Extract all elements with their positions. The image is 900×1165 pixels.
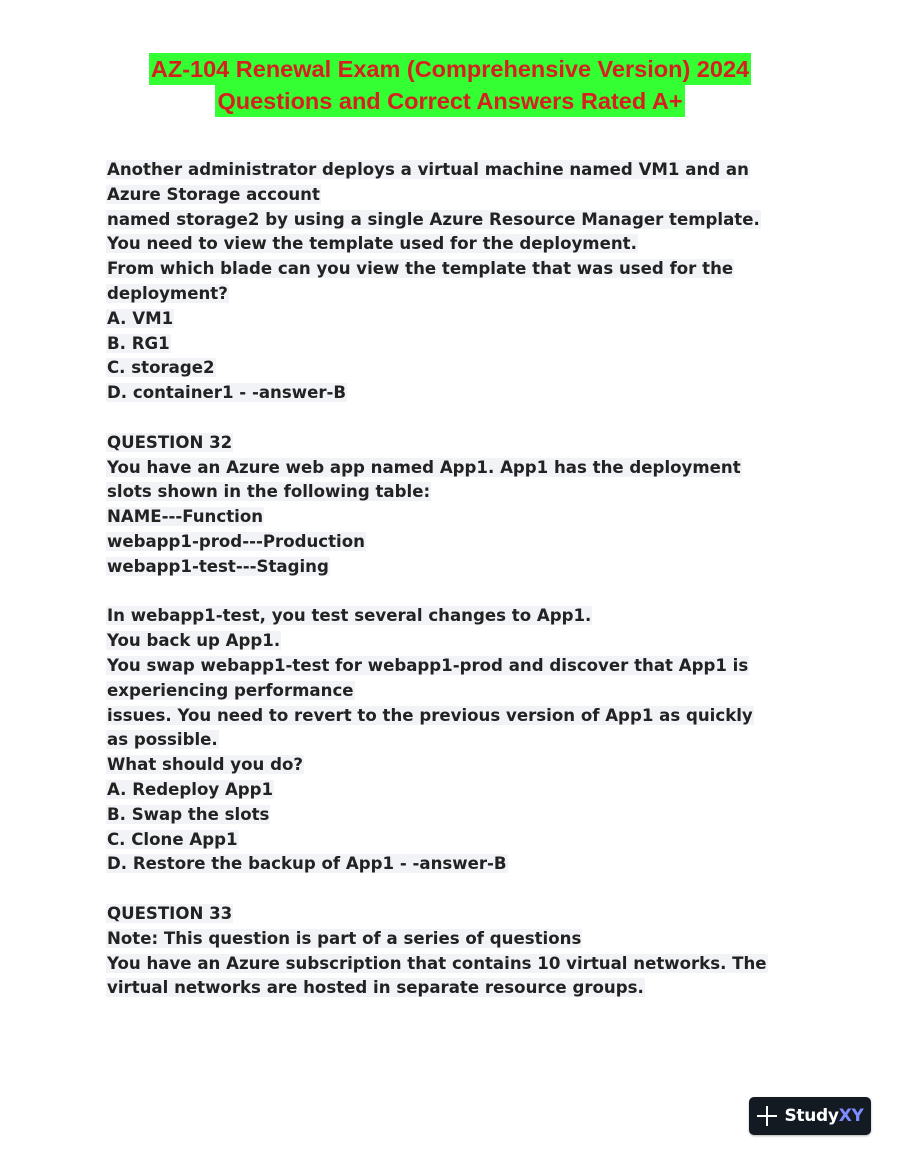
text-line: [106, 629, 796, 654]
brand-prefix: Study: [784, 1106, 839, 1126]
text-line-content: D. container1 - -answer-B: [107, 383, 347, 403]
text-line: [106, 480, 796, 505]
text-line-content: You need to view the template used for the deployment.: [107, 234, 637, 254]
text-line: [106, 927, 796, 952]
text-line-content: What should you do?: [107, 755, 303, 775]
text-line-content: C. storage2: [107, 358, 215, 378]
text-line-content: From which blade can you view the template that was used for the: [107, 259, 734, 279]
text-line: [106, 728, 796, 753]
text-line: [106, 456, 796, 481]
text-line-content: deployment?: [107, 283, 228, 303]
blank-line: [106, 580, 796, 605]
text-line: [106, 852, 796, 877]
text-line-content: A. VM1: [107, 308, 174, 328]
text-line-content: experiencing performance: [107, 680, 354, 700]
text-line: [106, 803, 796, 828]
text-line: [106, 902, 796, 927]
text-line: [106, 828, 796, 853]
text-line: [106, 654, 796, 679]
text-line: [106, 356, 796, 381]
text-line-content: slots shown in the following table:: [107, 482, 431, 502]
text-line-content: Azure Storage account: [107, 184, 320, 204]
text-line: [106, 778, 796, 803]
text-line: [106, 208, 796, 233]
blank-line: [106, 877, 796, 902]
text-line-content: webapp1-prod---Production: [107, 531, 365, 551]
text-line-content: D. Restore the backup of App1 - -answer-B: [107, 854, 507, 874]
text-line-content: as possible.: [107, 730, 218, 750]
text-line: [106, 183, 796, 208]
text-line: [106, 381, 796, 406]
document-title: [0, 53, 900, 117]
text-line: [106, 976, 796, 1001]
text-line: [106, 257, 796, 282]
text-line: [106, 282, 796, 307]
title-line-2: Questions and Correct Answers Rated A+: [215, 85, 684, 117]
text-line-content: Another administrator deploys a virtual machine named VM1 and an: [107, 160, 749, 179]
blank-line: [106, 406, 796, 431]
text-line-content: B. RG1: [107, 333, 170, 353]
text-line: [106, 307, 796, 332]
text-line-content: You have an Azure web app named App1. App1 has the deployment: [107, 457, 741, 477]
text-line-content: A. Redeploy App1: [107, 779, 274, 799]
text-line-content: QUESTION 33: [107, 903, 233, 923]
title-line-1: AZ-104 Renewal Exam (Comprehensive Version) 2024: [149, 53, 751, 85]
text-line: [106, 952, 796, 977]
text-line-content: issues. You need to revert to the previous version of App1 as quickly: [107, 705, 753, 725]
text-line-content: virtual networks are hosted in separate resource groups.: [107, 978, 644, 998]
text-line: [106, 753, 796, 778]
text-line-content: webapp1-test---Staging: [107, 556, 329, 576]
text-line: [106, 505, 796, 530]
text-line-content: Note: This question is part of a series of questions: [107, 928, 582, 948]
document-body: [106, 158, 796, 1001]
text-line: [106, 679, 796, 704]
text-line-content: named storage2 by using a single Azure Resource Manager template.: [107, 209, 760, 229]
text-line-content: C. Clone App1: [107, 829, 238, 849]
brand-name: [784, 1106, 863, 1126]
studyxy-badge[interactable]: [749, 1097, 871, 1135]
plus-icon: [756, 1105, 778, 1127]
brand-suffix: XY: [838, 1106, 864, 1126]
text-line: [106, 158, 796, 183]
text-line: [106, 431, 796, 456]
text-line: [106, 555, 796, 580]
text-line-content: B. Swap the slots: [107, 804, 270, 824]
text-line: [106, 232, 796, 257]
text-line: [106, 332, 796, 357]
text-line-content: In webapp1-test, you test several changes to App1.: [107, 606, 592, 626]
text-line: [106, 704, 796, 729]
text-line-content: You have an Azure subscription that contains 10 virtual networks. The: [107, 953, 767, 973]
text-line-content: QUESTION 32: [107, 432, 233, 452]
text-line-content: You back up App1.: [107, 631, 281, 651]
text-line-content: You swap webapp1-test for webapp1-prod and discover that App1 is: [107, 655, 749, 675]
text-line: [106, 530, 796, 555]
text-line: [106, 604, 796, 629]
text-line-content: NAME---Function: [107, 507, 264, 527]
